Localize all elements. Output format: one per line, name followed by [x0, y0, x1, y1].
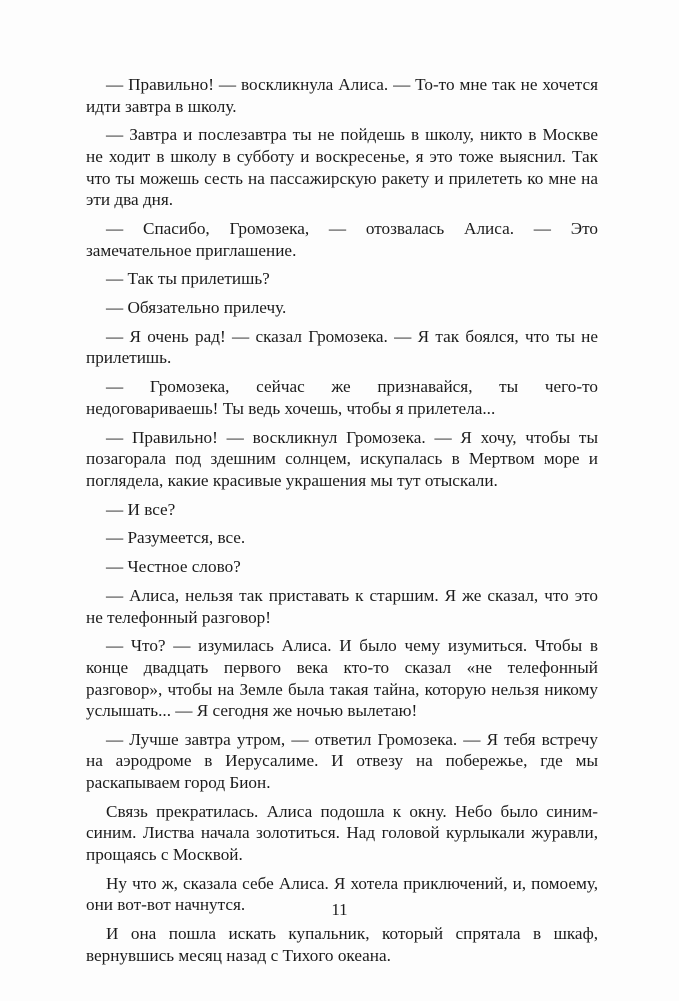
paragraph: — Правильно! — воскликнула Алиса. — То-то мне так не хочется идти завтра в школу. [86, 75, 598, 116]
paragraph: — Завтра и послезавтра ты не пойдешь в школу, никто в Москве не ходит в школу в субботу и воскресенье, я это тоже выяснил. Так что ты можешь сесть на пассажирскую ракету и прилететь ко мне на эти два дня. [86, 125, 598, 210]
paragraph: — Алиса, нельзя так приставать к старшим. Я же сказал, что это не телефонный разговор! [86, 585, 598, 627]
paragraph: — Правильно! — воскликнул Громозека. — Я хочу, чтобы ты позагорала под здешним солнцем, искупалась в Мертвом море и поглядела, какие красивые украшения мы тут отыскали. [86, 427, 598, 490]
paragraph: — Честное слово? [106, 557, 241, 577]
paragraph: — И все? [106, 499, 176, 519]
paragraph: Связь прекратилась. Алиса подошла к окну. Небо было синим-синим. Листва начала золотиться. Над головой курлыкали журавли, прощаясь с Москвой. [86, 801, 598, 865]
paragraph: — Обязательно прилечу. [106, 298, 287, 318]
paragraph: — Громозека, сейчас же признавайся, ты чего-то недоговариваешь! Ты ведь хочешь, чтобы я прилетела... [86, 377, 598, 418]
paragraph: — Так ты прилетишь? [106, 269, 270, 289]
paragraph: — Лучше завтра утром, — ответил Громозека. — Я тебя встречу на аэродроме в Иерусалиме. И отвезу на побережье, где мы раскапываем город Бион. [86, 729, 598, 793]
paragraph: Ну что ж, сказала себе Алиса. Я хотела приключений, и, помоему, они вот-вот начнутся. [86, 873, 598, 915]
body-text [86, 74, 598, 974]
paragraph: — Я очень рад! — сказал Громозека. — Я так боялся, что ты не прилетишь. [86, 326, 598, 368]
paragraph: — Что? — изумилась Алиса. И было чему изумиться. Чтобы в конце двадцать первого века кто-то сказал «не телефонный разговор», чтобы на Земле была такая тайна, которую нельзя никому услышать... — Я сегодня же ночью вылетаю! [86, 636, 598, 721]
paragraph: — Разумеется, все. [106, 528, 246, 548]
paragraph: И она пошла искать купальник, который спрятала в шкаф, вернувшись месяц назад с Тихого океана. [86, 924, 598, 965]
paragraph: — Спасибо, Громозека, — отозвалась Алиса. — Это замечательное приглашение. [86, 218, 598, 260]
page-number: 11 [331, 900, 348, 919]
